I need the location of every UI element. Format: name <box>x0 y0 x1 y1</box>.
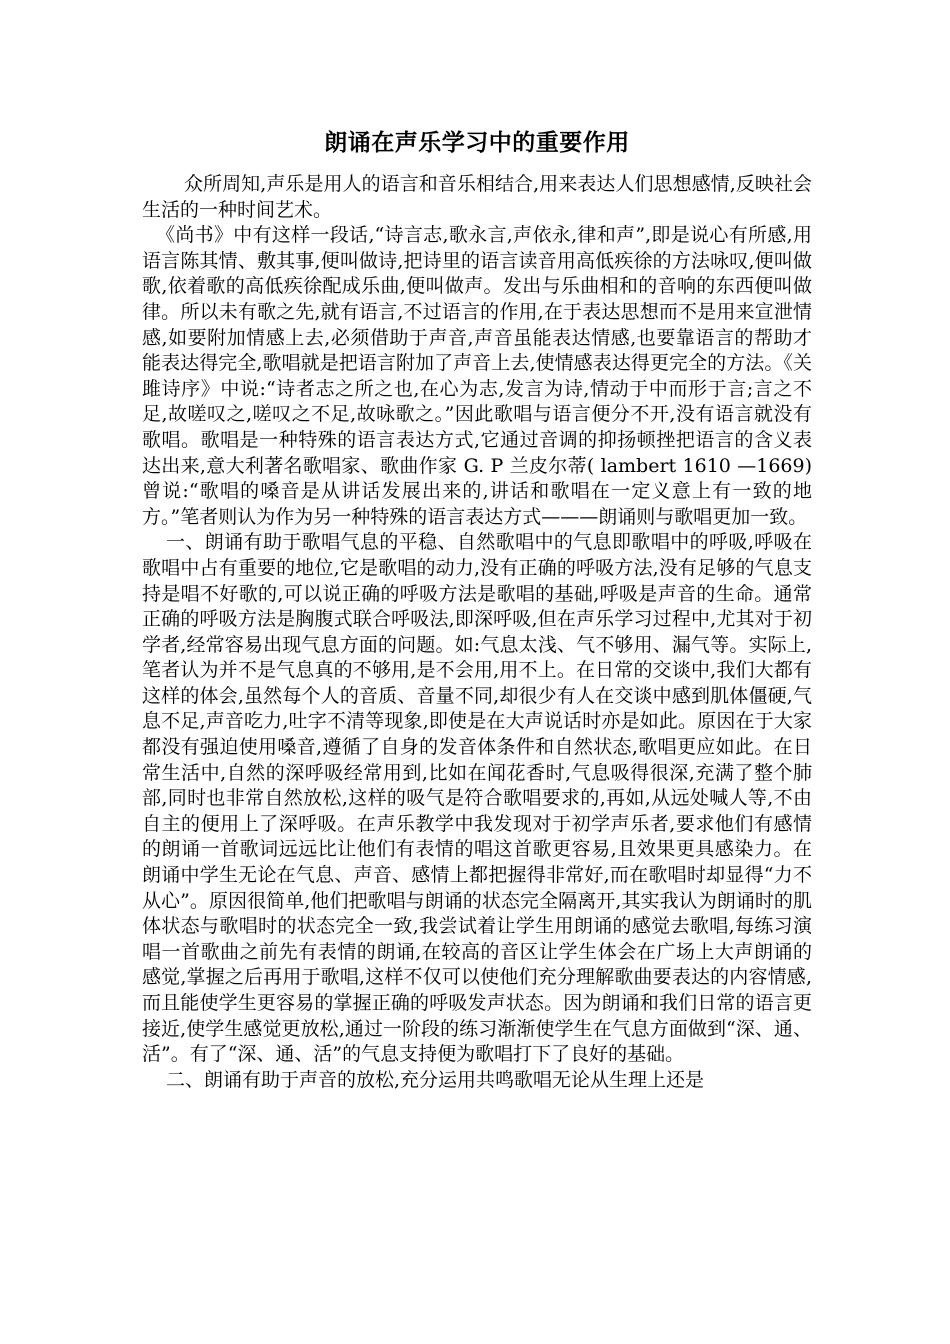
paragraph-section-two: 二、朗诵有助于声音的放松,充分运用共鸣歌唱无论从生理上还是 <box>166 1068 705 1091</box>
paragraph-shangshu: 《尚书》中有这样一段话,“诗言志,歌永言,声依永,律和声”,即是说心有所感,用语言陈其情、敷其事,便叫做诗,把诗里的语言读音用高低疾徐的方法咏叹,便叫做歌,依着歌的高低疾徐配成乐曲,便叫做声。发出与乐曲相和的音响的东西便叫做律。所以未有歌之先,就有语言,不过语言的作用,在于表达思想而不是用来宣泄情感,如要附加情感上去,必须借助于声音,声音虽能表达情感,也要靠语言的帮助才能表达得完全,歌唱就是把语言附加了声音上去,使情感表达得更完全的方法。《关雎诗序》中说:“诗者志之所之也,在心为志,发言为诗,情动于中而形于言;言之不足,故嗟叹之,嗟叹之不足,故咏歌之。”因此歌唱与语言便分不开,没有语言就没有歌唱。歌唱是一种特殊的语言表达方式,它通过音调的抑扬顿挫把语言的含义表达出来,意大利著名歌唱家、歌曲作家 G. P 兰皮尔蒂( lambert 1610 —1669) 曾说:“歌唱的嗓音是从讲话发展出来的,讲话和歌唱在一定义意上有一致的地方。”笔者则认为作为另一种特殊的语言表达方式———朗诵则与歌唱更加一致。 <box>142 224 812 528</box>
document-body <box>142 128 812 1093</box>
document-title: 朗诵在声乐学习中的重要作用 <box>324 130 630 156</box>
paragraph-section-one: 一、朗诵有助于歌唱气息的平稳、自然歌唱中的气息即歌唱中的呼吸,呼吸在歌唱中占有重要的地位,它是歌唱的动力,没有正确的呼吸方法,没有足够的气息支持是唱不好歌的,可以说正确的呼吸方法是歌唱的基础,呼吸是声音的生命。通常正确的呼吸方法是胸腹式联合呼吸法,即深呼吸,但在声乐学习过程中,尤其对于初学者,经常容易出现气息方面的问题。如:气息太浅、气不够用、漏气等。实际上,笔者认为并不是气息真的不够用,是不会用,用不上。在日常的交谈中,我们大都有这样的体会,虽然每个人的音质、音量不同,却很少有人在交谈中感到肌体僵硬,气息不足,声音吃力,吐字不清等现象,即使是在大声说话时亦是如此。原因在于大家都没有强迫使用嗓音,遵循了自身的发音体条件和自然状态,歌唱更应如此。在日常生活中,自然的深呼吸经常用到,比如在闻花香时,气息吸得很深,充满了整个肺部,同时也非常自然放松,这样的吸气是符合歌唱要求的,再如,从远处喊人等,不由自主的便用上了深呼吸。在声乐教学中我发现对于初学声乐者,要求他们有感情的朗诵一首歌词远远比让他们有表情的唱这首歌更容易,且效果更具感染力。在朗诵中学生无论在气息、声音、感情上都把握得非常好,而在歌唱时却显得“力不从心”。原因很简单,他们把歌唱与朗诵的状态完全隔离开,其实我认为朗诵时的肌体状态与歌唱时的状态完全一致,我尝试着让学生用朗诵的感觉去歌唱,每练习演唱一首歌曲之前先有表情的朗诵,在较高的音区让学生体会在广场上大声朗诵的感觉,掌握之后再用于歌唱,这样不仅可以使他们充分理解歌曲要表达的内容情感,而且能使学生更容易的掌握正确的呼吸发声状态。因为朗诵和我们日常的语言更接近,使学生感觉更放松,通过一阶段的练习渐渐使学生在气息方面做到“深、通、活”。有了“深、通、活”的气息支持便为歌唱打下了良好的基础。 <box>142 531 812 1066</box>
paragraph-intro: 众所周知,声乐是用人的语言和音乐相结合,用来表达人们思想感情,反映社会生活的一种时间艺术。 <box>142 173 812 221</box>
